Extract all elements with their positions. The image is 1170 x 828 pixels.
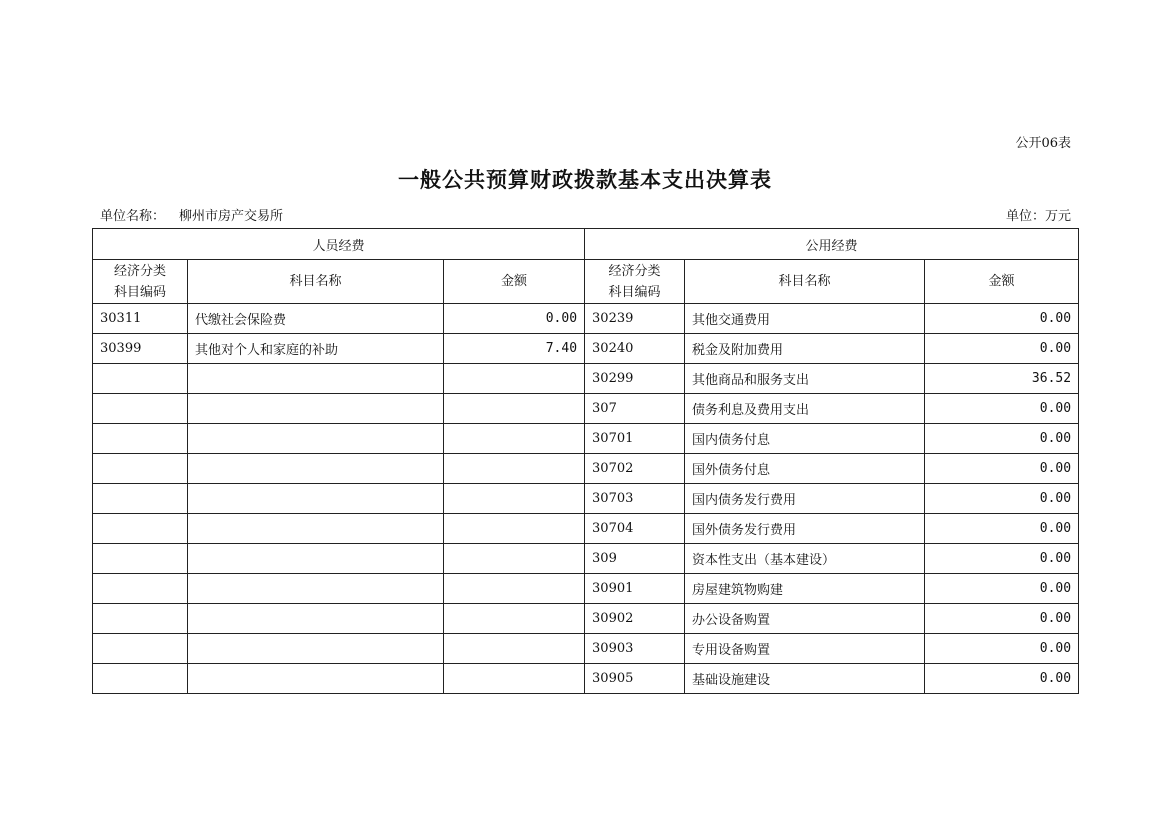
right-amount-cell: 0.00 xyxy=(925,544,1079,574)
left-amount-cell: 7.40 xyxy=(444,334,585,364)
left-code-cell xyxy=(93,514,188,544)
right-amount-cell: 36.52 xyxy=(925,364,1079,394)
left-code-cell xyxy=(93,424,188,454)
left-name-cell: 其他对个人和家庭的补助 xyxy=(188,334,444,364)
table-body xyxy=(93,304,1079,694)
right-code-cell: 30905 xyxy=(585,664,685,694)
right-code-cell: 30901 xyxy=(585,574,685,604)
table-row xyxy=(93,544,1079,574)
right-code-cell: 30240 xyxy=(585,334,685,364)
left-amount-cell xyxy=(444,424,585,454)
right-code-cell: 30299 xyxy=(585,364,685,394)
left-name-cell xyxy=(188,424,444,454)
right-name-cell: 资本性支出（基本建设） xyxy=(685,544,925,574)
left-code-cell xyxy=(93,364,188,394)
right-amount-cell: 0.00 xyxy=(925,574,1079,604)
left-code-cell xyxy=(93,454,188,484)
page-title: 一般公共预算财政拨款基本支出决算表 xyxy=(398,167,772,192)
table-row xyxy=(93,574,1079,604)
unit-name-label: 单位名称： xyxy=(100,209,166,224)
form-code: 公开06表 xyxy=(1015,136,1071,151)
table-row xyxy=(93,514,1079,544)
table-row xyxy=(93,634,1079,664)
left-name-cell xyxy=(188,604,444,634)
col-header-amount-right: 金额 xyxy=(925,260,1079,304)
right-amount-cell: 0.00 xyxy=(925,304,1079,334)
table-row xyxy=(93,364,1079,394)
left-amount-cell xyxy=(444,364,585,394)
right-name-cell: 房屋建筑物购建 xyxy=(685,574,925,604)
left-name-cell xyxy=(188,484,444,514)
left-amount-cell xyxy=(444,514,585,544)
left-amount-cell xyxy=(444,664,585,694)
left-name-cell xyxy=(188,394,444,424)
right-code-cell: 309 xyxy=(585,544,685,574)
right-name-cell: 其他交通费用 xyxy=(685,304,925,334)
left-code-cell xyxy=(93,634,188,664)
group-public-header: 公用经费 xyxy=(585,229,1079,260)
table-row xyxy=(93,664,1079,694)
right-name-cell: 其他商品和服务支出 xyxy=(685,364,925,394)
right-amount-cell: 0.00 xyxy=(925,454,1079,484)
left-name-cell xyxy=(188,364,444,394)
left-amount-cell xyxy=(444,544,585,574)
group-personnel-header: 人员经费 xyxy=(93,229,585,260)
expenditure-table xyxy=(92,228,1079,694)
table-row xyxy=(93,484,1079,514)
right-amount-cell: 0.00 xyxy=(925,394,1079,424)
right-amount-cell: 0.00 xyxy=(925,514,1079,544)
right-code-cell: 30702 xyxy=(585,454,685,484)
table-row xyxy=(93,334,1079,364)
right-code-cell: 30902 xyxy=(585,604,685,634)
right-code-cell: 307 xyxy=(585,394,685,424)
right-name-cell: 税金及附加费用 xyxy=(685,334,925,364)
right-name-cell: 国内债务付息 xyxy=(685,424,925,454)
right-name-cell: 国内债务发行费用 xyxy=(685,484,925,514)
table-row xyxy=(93,394,1079,424)
left-name-cell xyxy=(188,634,444,664)
left-code-cell xyxy=(93,574,188,604)
left-amount-cell xyxy=(444,604,585,634)
left-amount-cell: 0.00 xyxy=(444,304,585,334)
group-header-row xyxy=(93,229,1079,260)
right-name-cell: 债务利息及费用支出 xyxy=(685,394,925,424)
unit-name-line xyxy=(100,205,283,224)
right-name-cell: 国外债务付息 xyxy=(685,454,925,484)
table-row xyxy=(93,424,1079,454)
right-amount-cell: 0.00 xyxy=(925,664,1079,694)
left-name-cell xyxy=(188,574,444,604)
right-code-cell: 30239 xyxy=(585,304,685,334)
left-code-cell xyxy=(93,664,188,694)
left-amount-cell xyxy=(444,574,585,604)
right-name-cell: 基础设施建设 xyxy=(685,664,925,694)
left-name-cell: 代缴社会保险费 xyxy=(188,304,444,334)
right-amount-cell: 0.00 xyxy=(925,484,1079,514)
left-code-cell xyxy=(93,604,188,634)
column-header-row xyxy=(93,260,1079,304)
right-code-cell: 30903 xyxy=(585,634,685,664)
right-amount-cell: 0.00 xyxy=(925,604,1079,634)
right-amount-cell: 0.00 xyxy=(925,424,1079,454)
right-amount-cell: 0.00 xyxy=(925,634,1079,664)
right-name-cell: 专用设备购置 xyxy=(685,634,925,664)
left-name-cell xyxy=(188,454,444,484)
col-header-code-right: 经济分类 科目编码 xyxy=(585,260,685,304)
table-row xyxy=(93,304,1079,334)
right-name-cell: 国外债务发行费用 xyxy=(685,514,925,544)
right-code-cell: 30701 xyxy=(585,424,685,454)
left-name-cell xyxy=(188,514,444,544)
left-name-cell xyxy=(188,664,444,694)
left-amount-cell xyxy=(444,394,585,424)
left-name-cell xyxy=(188,544,444,574)
currency-unit: 单位：万元 xyxy=(1005,209,1071,224)
left-code-cell: 30311 xyxy=(93,304,188,334)
col-header-name-right: 科目名称 xyxy=(685,260,925,304)
left-amount-cell xyxy=(444,454,585,484)
right-code-cell: 30703 xyxy=(585,484,685,514)
left-amount-cell xyxy=(444,634,585,664)
col-header-amount-left: 金额 xyxy=(444,260,585,304)
right-amount-cell: 0.00 xyxy=(925,334,1079,364)
right-code-cell: 30704 xyxy=(585,514,685,544)
left-code-cell: 30399 xyxy=(93,334,188,364)
left-code-cell xyxy=(93,544,188,574)
left-code-cell xyxy=(93,394,188,424)
left-code-cell xyxy=(93,484,188,514)
table-row xyxy=(93,454,1079,484)
table-row xyxy=(93,604,1079,634)
col-header-name-left: 科目名称 xyxy=(188,260,444,304)
col-header-code-left: 经济分类 科目编码 xyxy=(93,260,188,304)
left-amount-cell xyxy=(444,484,585,514)
unit-name-value: 柳州市房产交易所 xyxy=(179,209,284,224)
right-name-cell: 办公设备购置 xyxy=(685,604,925,634)
